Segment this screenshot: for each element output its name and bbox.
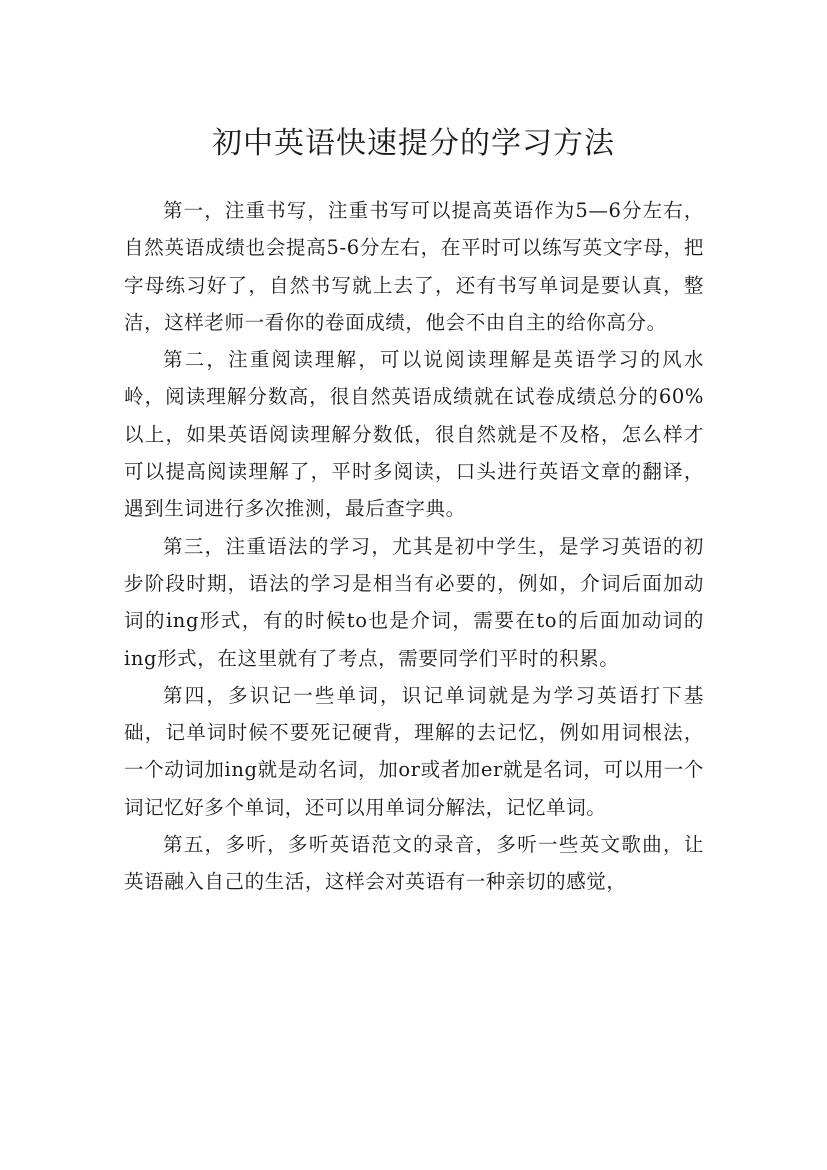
paragraph-3: 第三，注重语法的学习，尤其是初中学生，是学习英语的初步阶段时期，语法的学习是相当有必要的，例如，介词后面加动词的ing形式，有的时候to也是介词，需要在to的后面加动词的ing形式，在这里就有了考点，需要同学们平时的积累。	[124, 534, 704, 670]
paragraph-4: 第四，多识记一些单词，识记单词就是为学习英语打下基础，记单词时候不要死记硬背，理解的去记忆，例如用词根法，一个动词加ing就是动名词，加or或者加er就是名词，可以用一个词记忆好多个单词，还可以用单词分解法，记忆单词。	[124, 683, 704, 819]
paragraph-2: 第二，注重阅读理解，可以说阅读理解是英语学习的风水岭，阅读理解分数高，很自然英语成绩就在试卷成绩总分的60%以上，如果英语阅读理解分数低，很自然就是不及格，怎么样才可以提高阅读理解了，平时多阅读，口头进行英语文章的翻译，遇到生词进行多次推测，最后查字典。	[124, 348, 704, 521]
paragraph-5: 第五，多听，多听英语范文的录音，多听一些英文歌曲，让英语融入自己的生活，这样会对英语有一种亲切的感觉，	[124, 833, 704, 894]
paragraph-1: 第一，注重书写，注重书写可以提高英语作为5—6分左右，自然英语成绩也会提高5-6分左右，在平时可以练写英文字母，把字母练习好了，自然书写就上去了，还有书写单词是要认真，整洁，这样老师一看你的卷面成绩，他会不由自主的给你高分。	[124, 199, 704, 334]
document-title: 初中英语快速提分的学习方法	[212, 126, 615, 162]
document-body	[124, 192, 704, 901]
